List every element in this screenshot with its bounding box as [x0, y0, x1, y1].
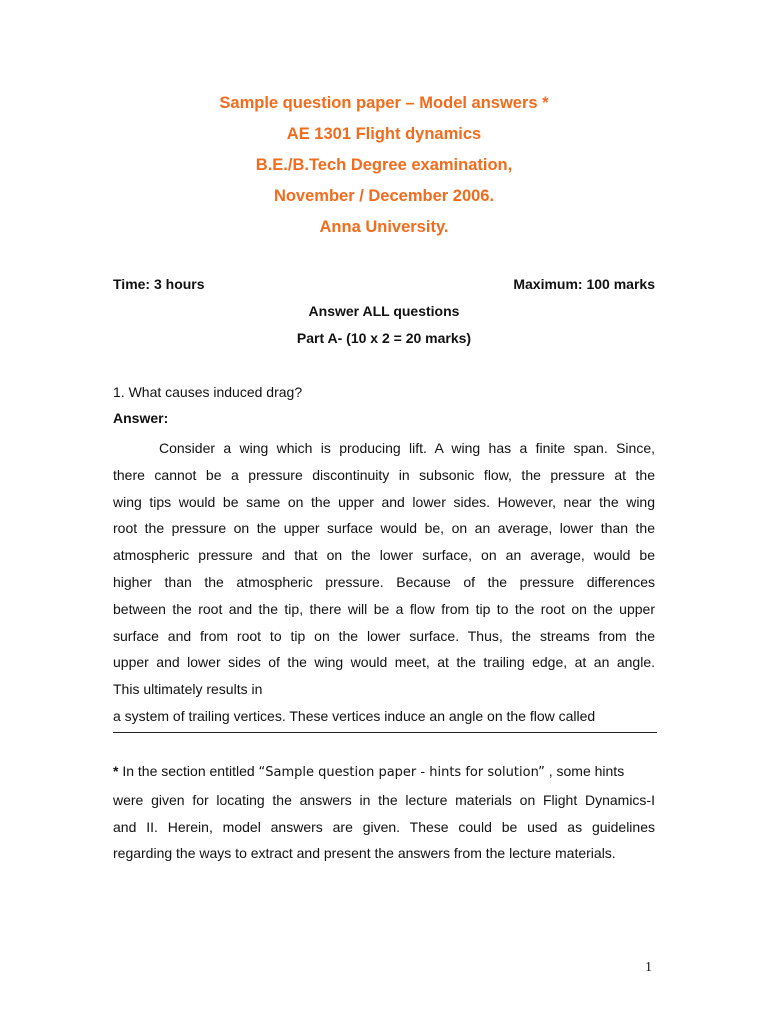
footnote-prefix: In the section entitled: [118, 763, 259, 779]
course-title: AE 1301 Flight dynamics: [286, 125, 482, 143]
footnote-suffix: , some hints: [544, 763, 625, 779]
answer-line: between the root and the tip, there will be a flow from tip to the root on the upper: [113, 600, 655, 617]
footnote-line: regarding the ways to extract and present the answers from the lecture materials.: [113, 845, 616, 862]
exam-instruction: Answer ALL questions: [308, 303, 460, 319]
footnote-divider: [113, 732, 657, 733]
answer-line: there cannot be a pressure discontinuity in subsonic flow, the pressure at the: [113, 466, 655, 483]
answer-paragraph: [113, 435, 655, 730]
answer-line: root the pressure on the upper surface would be, on an average, lower than the: [113, 520, 655, 537]
university-name: Anna University.: [319, 218, 449, 236]
answer-line: higher than the atmospheric pressure. Because of the pressure differences: [113, 573, 655, 590]
degree-title: B.E./B.Tech Degree examination,: [255, 156, 513, 174]
answer-line: upper and lower sides of the wing would meet, at the trailing edge, at an angle.: [113, 654, 655, 671]
answer-line: a system of trailing vertices. These vertices induce an angle on the flow called: [113, 707, 596, 724]
answer-line: surface and from root to tip on the lower surface. Thus, the streams from the: [113, 627, 655, 644]
footnote-line: and II. Herein, model answers are given. These could be used as guidelines: [113, 818, 655, 835]
answer-line: wing tips would be same on the upper and lower sides. However, near the wing: [113, 493, 655, 510]
document-title-block: [0, 88, 768, 243]
title-line: Sample question paper – Model answers *: [219, 94, 549, 112]
exam-date: November / December 2006.: [273, 187, 495, 205]
exam-time: Time: 3 hours: [113, 276, 205, 292]
footnote-first-line: [113, 758, 655, 787]
page-number: 1: [645, 960, 652, 975]
answer-line: Consider a wing which is producing lift. A wing has a finite span. Since,: [159, 440, 655, 456]
exam-max-marks: Maximum: 100 marks: [513, 276, 655, 292]
footnote: [113, 758, 655, 867]
footnote-star: *: [113, 763, 119, 779]
part-heading: Part A- (10 x 2 = 20 marks): [296, 330, 472, 346]
footnote-line: were given for locating the answers in the lecture materials on Flight Dynamics-I: [113, 791, 655, 808]
footnote-quote: “Sample question paper - hints for solution”: [258, 765, 545, 780]
question-text: 1. What causes induced drag?: [113, 384, 303, 400]
answer-label: Answer:: [113, 410, 169, 426]
answer-line: atmospheric pressure and that on the lower surface, on an average, would be: [113, 547, 655, 564]
exam-info-row: [113, 274, 655, 294]
answer-line: This ultimately results in: [113, 681, 263, 698]
